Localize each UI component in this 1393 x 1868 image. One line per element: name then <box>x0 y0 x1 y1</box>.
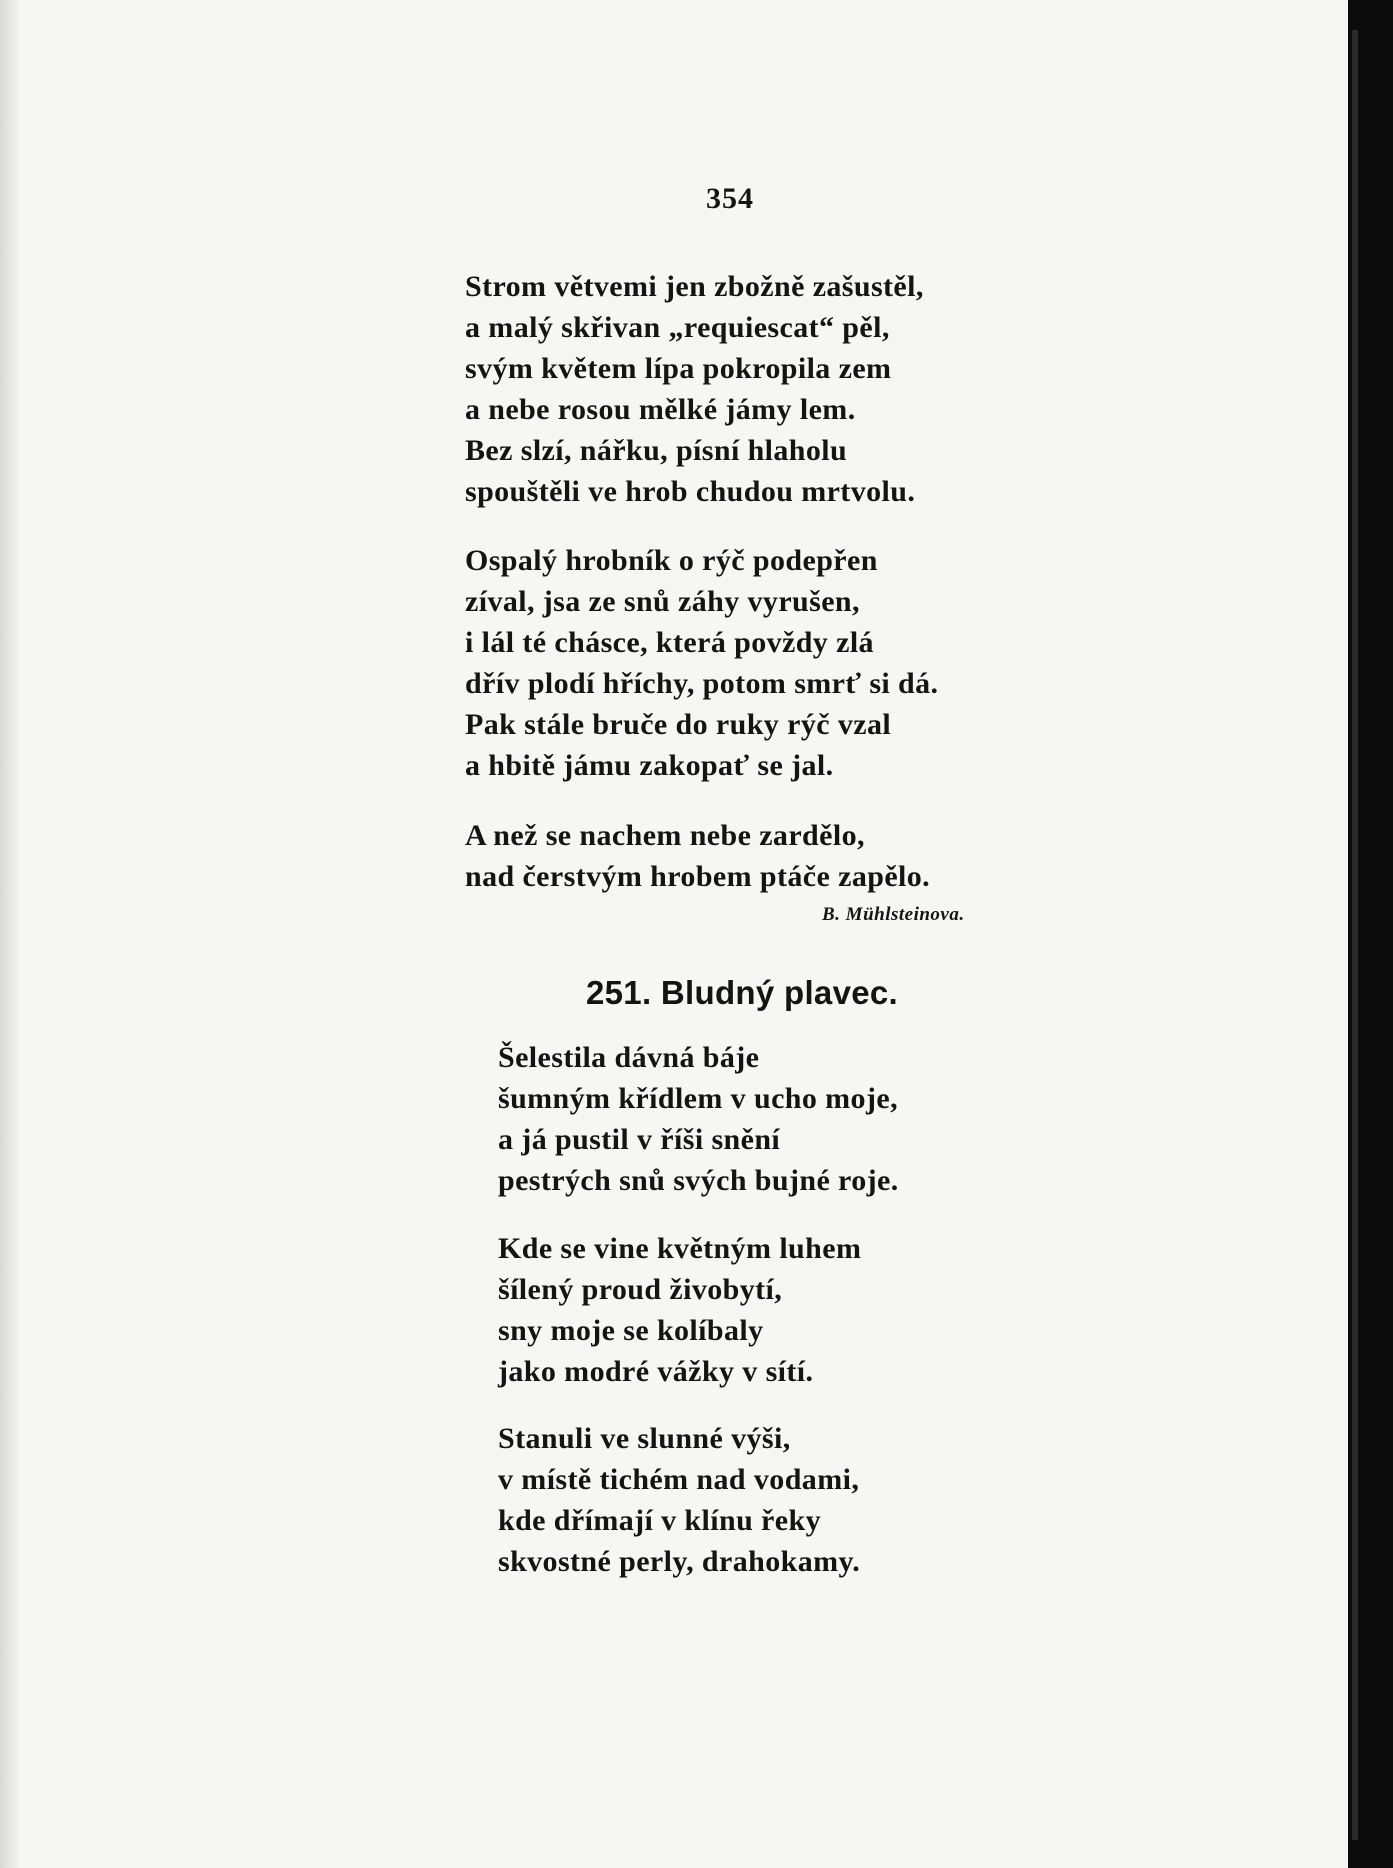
poem-line: Bez slzí, nářku, písní hlaholu <box>465 434 848 467</box>
poem1-stanza-1 <box>465 266 924 512</box>
poem-line: Ospalý hrobník o rýč podepřen <box>465 544 878 577</box>
poem-line: v místě tichém nad vodami, <box>498 1463 860 1496</box>
page-number: 354 <box>706 182 754 215</box>
poem2-stanza-2 <box>498 1228 861 1392</box>
poem-line: šumným křídlem v ucho moje, <box>498 1082 898 1115</box>
poem-title: 251. Bludný plavec. <box>586 974 898 1011</box>
poem-line: sny moje se kolíbaly <box>498 1314 764 1347</box>
poem-line: Stanuli ve slunné výši, <box>498 1422 791 1455</box>
scan-edge-right-strip <box>1352 30 1358 1840</box>
poem-line: dřív plodí hříchy, potom smrť si dá. <box>465 667 939 700</box>
poem-line: šílený proud živobytí, <box>498 1273 783 1306</box>
poem-line: spouštěli ve hrob chudou mrtvolu. <box>465 475 916 508</box>
poem-line: svým květem lípa pokropila zem <box>465 352 892 385</box>
poem-attribution: B. Mühlsteinova. <box>822 904 965 925</box>
poem-line: Pak stále bruče do ruky rýč vzal <box>465 708 892 741</box>
poem-line: nad čerstvým hrobem ptáče zapělo. <box>465 860 931 893</box>
poem-line: A než se nachem nebe zardělo, <box>465 819 865 852</box>
poem-line: a hbitě jámu zakopať se jal. <box>465 749 834 782</box>
poem-line: a malý skřivan „requiescat“ pěl, <box>465 311 890 344</box>
poem-line: kde dřímají v klínu řeky <box>498 1504 821 1537</box>
poem-line: Šelestila dávná báje <box>498 1041 760 1074</box>
poem-line: i lál té chásce, která povždy zlá <box>465 626 874 659</box>
poem-line: Kde se vine květným luhem <box>498 1232 862 1265</box>
poem-line: pestrých snů svých bujné roje. <box>498 1164 899 1197</box>
scan-edge-left <box>0 0 22 1868</box>
poem2-stanza-1 <box>498 1037 899 1201</box>
poem-line: jako modré vážky v sítí. <box>498 1355 814 1388</box>
poem-line: skvostné perly, drahokamy. <box>498 1545 861 1578</box>
poem-line: a já pustil v říši snění <box>498 1123 781 1156</box>
poem2-stanza-3 <box>498 1418 860 1582</box>
poem-line: zíval, jsa ze snů záhy vyrušen, <box>465 585 860 618</box>
poem-line: a nebe rosou mělké jámy lem. <box>465 393 856 426</box>
poem1-stanza-2 <box>465 540 938 786</box>
poem-line: Strom větvemi jen zbožně zašustěl, <box>465 270 924 303</box>
poem1-stanza-3 <box>465 815 930 897</box>
